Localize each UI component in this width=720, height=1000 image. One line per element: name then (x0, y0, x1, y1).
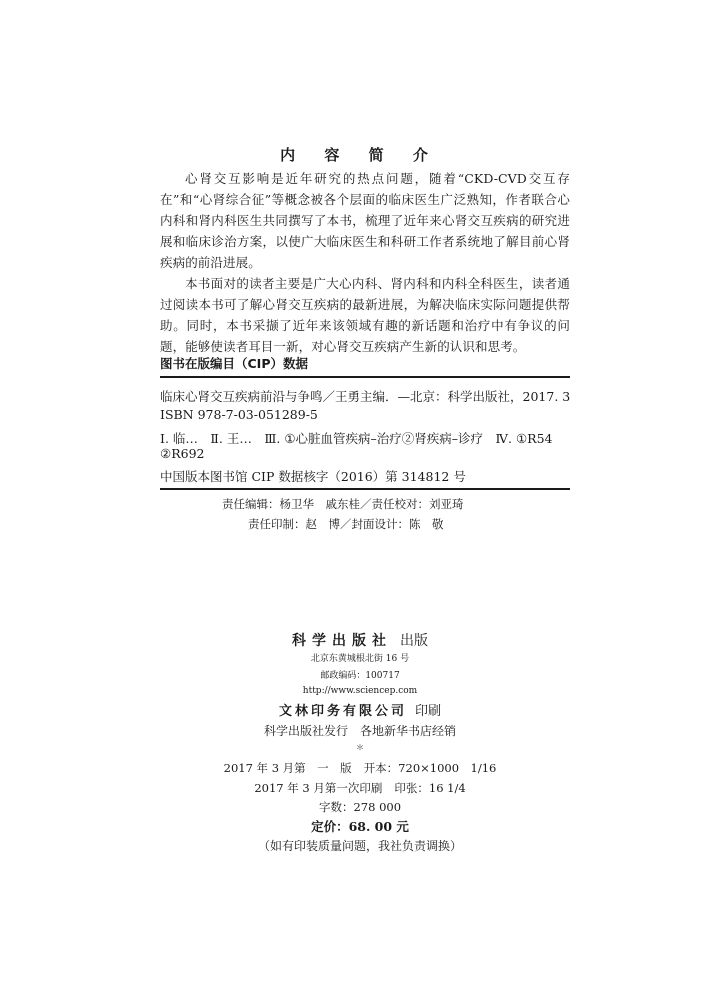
distributor-bookstores: 各地新华书店经销 (360, 724, 457, 738)
cip-top-rule (160, 376, 570, 378)
format: 开本：720×1000 1/16 (363, 761, 497, 775)
separator-star: ＊ (356, 743, 364, 752)
cip-isbn: ISBN 978-7-03-051289-5 (160, 407, 318, 422)
publisher-postcode: 邮政编码：100717 (320, 671, 400, 681)
word-count: 字数：278 000 (318, 800, 402, 814)
edition: 2017 年 3 月第 一 版 (223, 761, 352, 775)
summary-title: 内 容 简 介 (280, 146, 440, 164)
printing-line (0, 780, 720, 796)
summary-paragraph-1: 心肾交互影响是近年研究的热点问题，随着“CKD-CVD交互存在”和“心肾综合征”等概念被各个层面的临床医生广泛熟知，作者联合心内科和肾内科医生共同撰写了本书，梳理了近年来心肾交互疾病的研究进展和临床诊治方案，以使广大临床医生和科研工作者系统地了解目前心肾疾病的前沿进展。 (160, 171, 570, 270)
cip-bottom-rule (160, 488, 570, 490)
distributor-publisher: 科学出版社发行 (263, 724, 348, 738)
printer-suffix: 印刷 (415, 704, 442, 719)
price-value: 68. 00 元 (348, 819, 409, 834)
printing: 2017 年 3 月第一次印刷 (254, 781, 383, 795)
distribution-line (0, 722, 720, 739)
publisher-line (0, 630, 720, 650)
quality-notice: （如有印装质量问题，我社负责调换） (257, 839, 462, 853)
editors-line: 责任编辑：杨卫华 戚东桂／责任校对：刘亚琦 (222, 497, 464, 511)
price-line (0, 817, 720, 835)
edition-line (0, 760, 720, 776)
cip-classification: Ⅰ. 临… Ⅱ. 王… Ⅲ. ①心脏血管疾病–治疗②肾疾病–诊疗 Ⅳ. ①R54 (160, 431, 553, 446)
cip-heading: 图书在版编目（CIP）数据 (160, 356, 308, 371)
cip-classification-cont: ②R692 (160, 446, 205, 461)
publisher-address: 北京东黄城根北街 16 号 (310, 654, 410, 664)
cip-title-line: 临床心肾交互疾病前沿与争鸣／王勇主编．—北京：科学出版社，2017. 3 (160, 389, 571, 404)
cip-record-number: 中国版本图书馆 CIP 数据核字（2016）第 314812 号 (160, 469, 466, 484)
sheets: 印张：16 1/4 (394, 781, 466, 795)
price-label: 定价： (311, 819, 349, 834)
summary-body (160, 168, 570, 357)
summary-paragraph-2: 本书面对的读者主要是广大心内科、肾内科和内科全科医生，读者通过阅读本书可了解心肾交互疾病的最新进展，为解决临床实际问题提供帮助。同时，本书采撷了近年来该领域有趣的新话题和治疗中有争议的问题，能够使读者耳目一新，对心肾交互疾病产生新的认识和思考。 (160, 276, 570, 354)
printer-line (0, 700, 720, 719)
production-line: 责任印制：赵 博／封面设计：陈 敬 (248, 517, 444, 531)
publisher-name: 科学出版社 (292, 633, 392, 649)
publisher-suffix: 出版 (400, 633, 428, 649)
printer-name: 文林印务有限公司 (278, 704, 407, 719)
publisher-url: http://www.sciencep.com (302, 686, 418, 696)
